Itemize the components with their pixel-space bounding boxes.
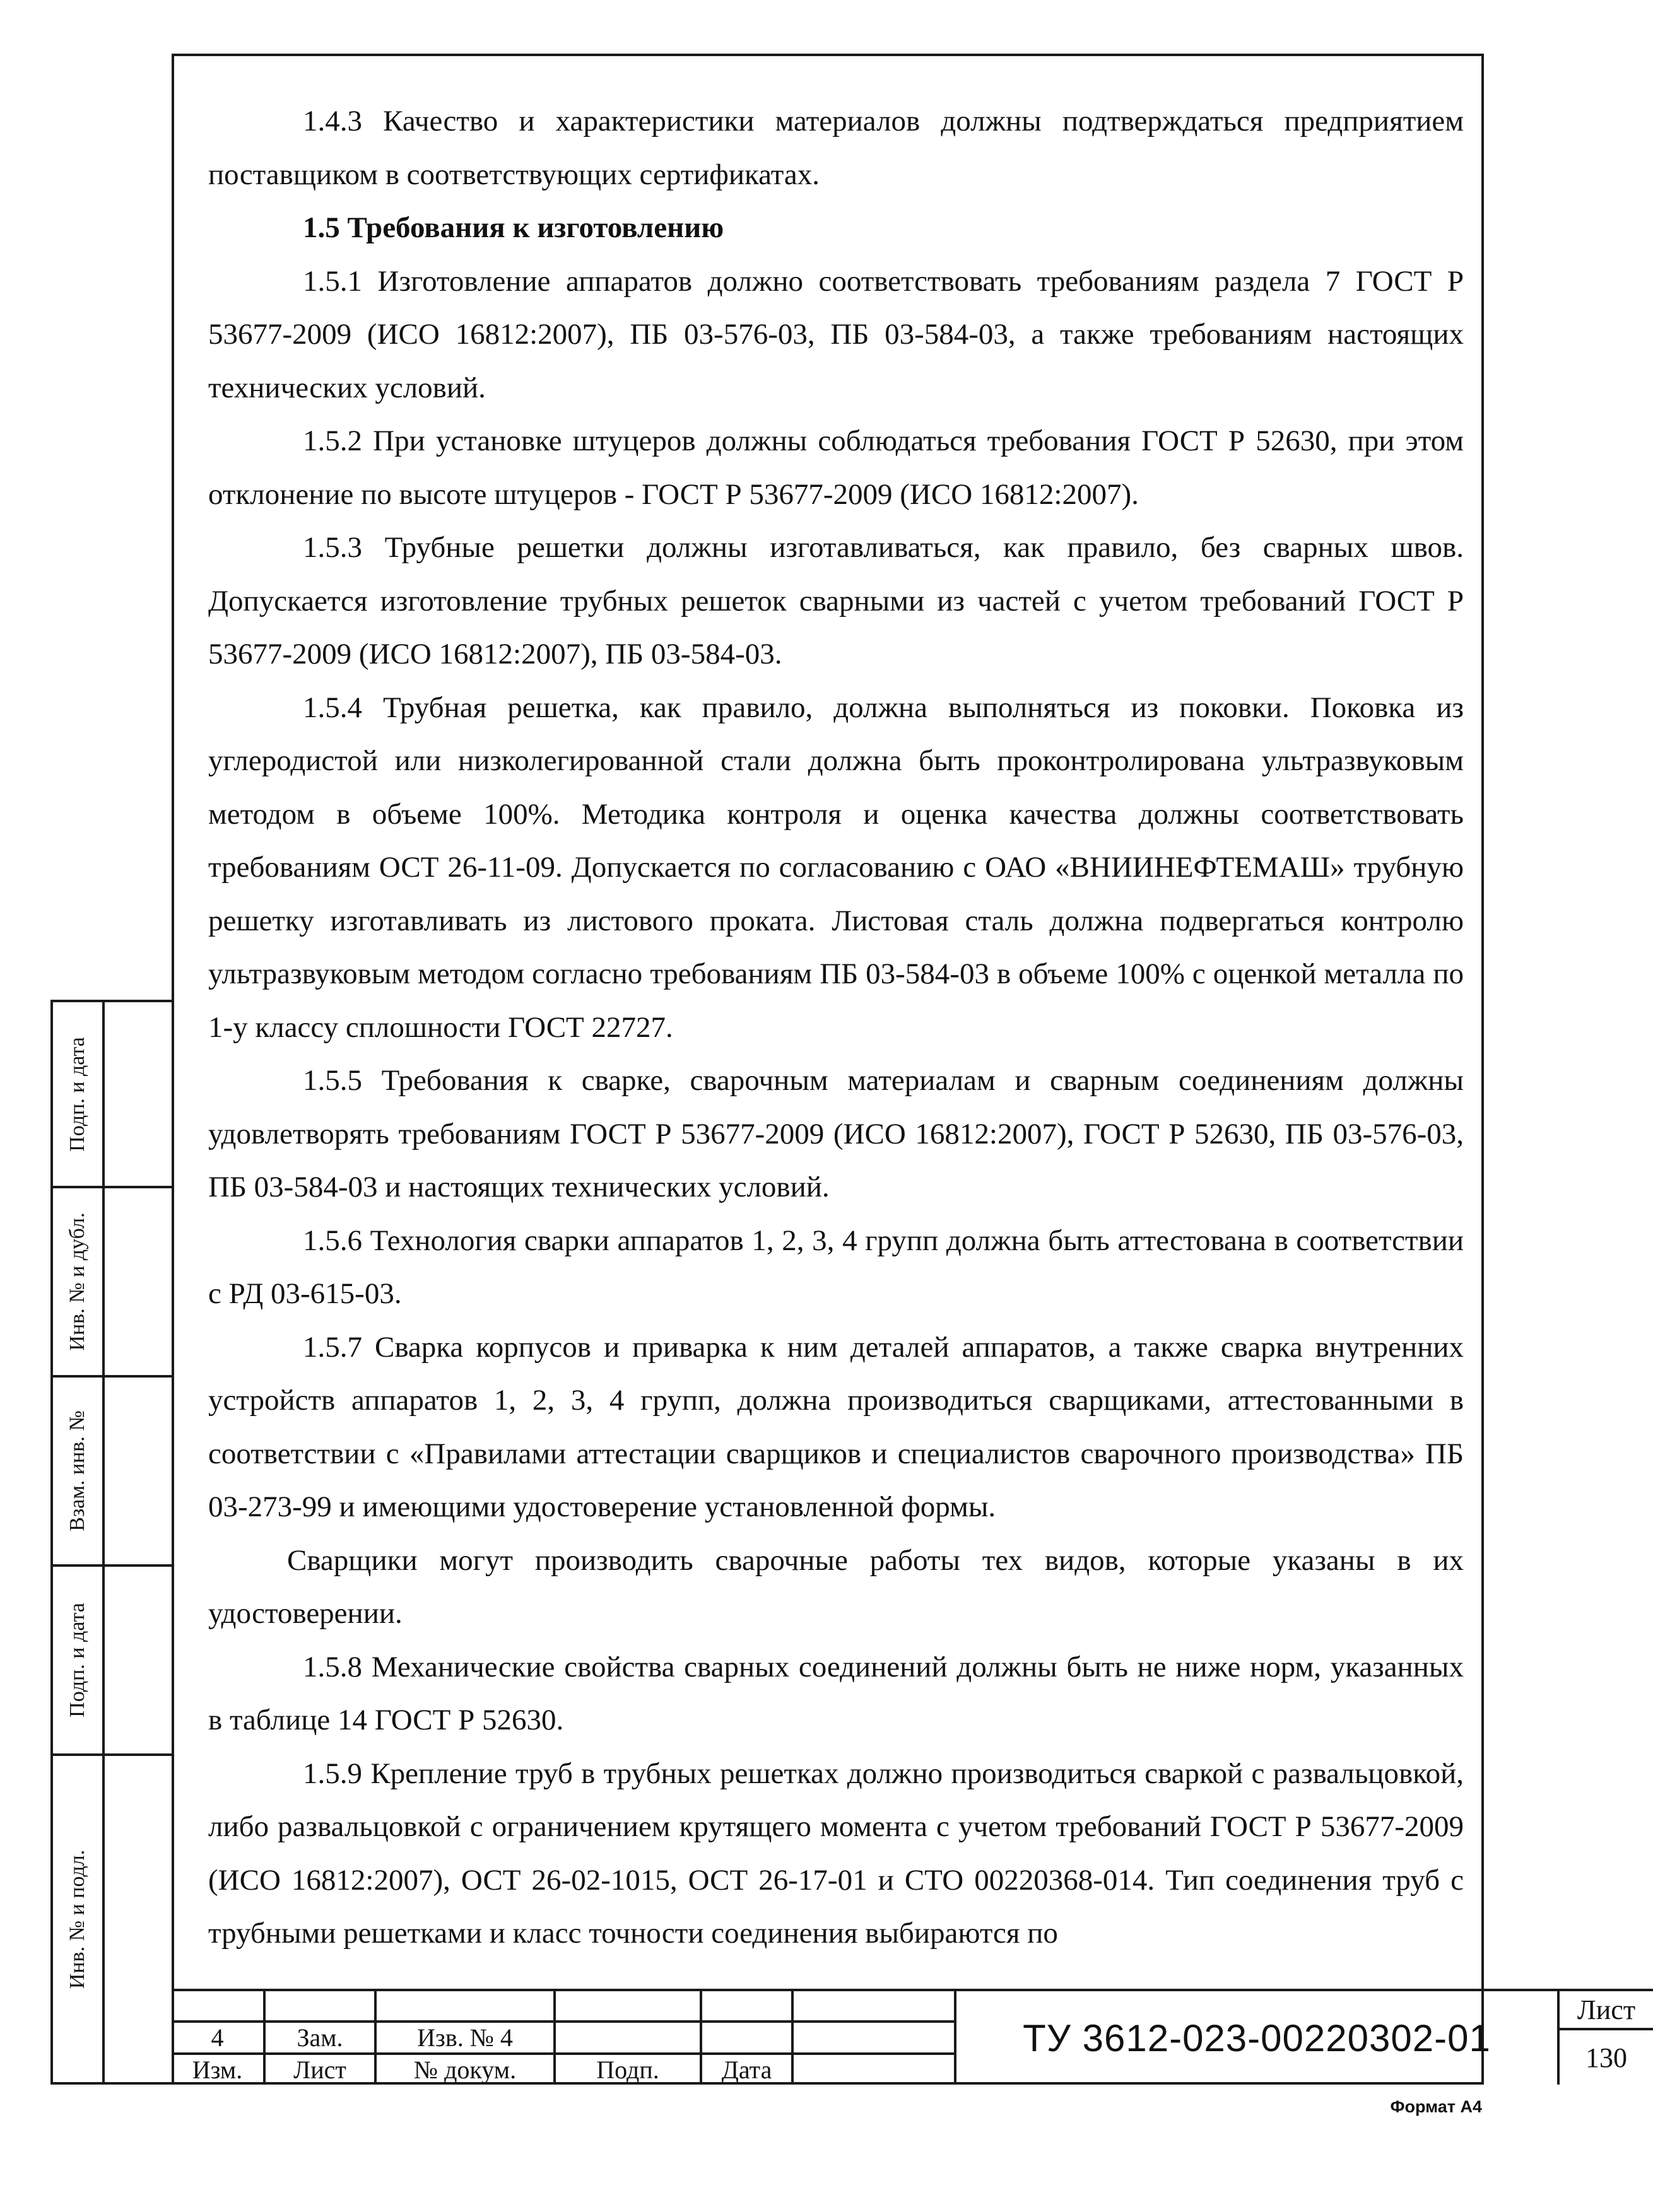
paragraph-1-5-4: 1.5.4 Трубная решетка, как правило, должна выполняться из поковки. Поковка из углеродистой или низколегированной стали должна быть проконтролирована ультразвуковым методом в объеме 100%. Методика контроля и оценка качества должны соответствовать требованиям ОСТ 26-11-09. Допускается по согласованию с ОАО «ВНИИНЕФТЕМАШ» трубную решетку изготавливать из листового проката. Листовая сталь должна подвергаться контролю ультразвуковым методом согласно требованиям ПБ 03-584-03 в объеме 100% с оценкой металла по 1-у классу сплошности ГОСТ 22727. [208, 691, 1464, 1044]
tb-change-dokum: Изв. № 4 [374, 2020, 553, 2052]
tb-change-extra [791, 2020, 954, 2052]
side-cell-signature-date-bottom [53, 1567, 173, 1756]
tb-header-data: Дата [700, 2052, 791, 2085]
paragraph-1-5-7: 1.5.7 Сварка корпусов и приварка к ним деталей аппаратов, а также сварка внутренних устройств аппаратов 1, 2, 3, 4 групп, должна производиться сварщиками, аттестованными в соответствии с «Правилами аттестации сварщиков и специалистов сварочного производства» ПБ 03-273-99 и имеющими удостоверение установленной формы. [208, 1330, 1464, 1523]
paragraph-1-5-5: 1.5.5 Требования к сварке, сварочным материалам и сварным соединениям должны удовлетворять требованиям ГОСТ Р 53677-2009 (ИСО 16812:2007), ГОСТ Р 52630, ПБ 03-576-03, ПБ 03-584-03 и настоящих технических условий. [208, 1064, 1464, 1203]
tb-change-data [700, 2020, 791, 2052]
paragraph-1-5-6: 1.5.6 Технология сварки аппаратов 1, 2, 3, 4 групп должна быть аттестована в соответствии с РД 03-615-03. [208, 1224, 1464, 1310]
title-block [172, 1989, 1636, 2085]
tb-header-extra [791, 2052, 954, 2085]
document-code: ТУ 3612-023-00220302-01 [954, 1989, 1557, 2085]
paragraph-1-5-8: 1.5.8 Механические свойства сварных соединений должны быть не ниже норм, указанных в таблице 14 ГОСТ Р 52630. [208, 1650, 1464, 1736]
section-heading-1-5: 1.5 Требования к изготовлению [303, 211, 724, 244]
side-label: Подп. и дата [66, 1603, 89, 1718]
tb-header-izm: Изм. [172, 2052, 263, 2085]
paragraph-1-5-9: 1.5.9 Крепление труб в трубных решетках должно производиться сваркой с развальцовкой, либо развальцовкой с ограничением крутящего момента с учетом требований ГОСТ Р 53677-2009 (ИСО 16812:2007), ОСТ 26-02-1015, ОСТ 26-17-01 и СТО 00220368-014. Тип соединения труб с трубными решетками и класс точности соединения выбираются по [208, 1757, 1464, 1950]
sheet-number: 130 [1557, 2028, 1653, 2085]
side-label: Взам. инв. № [66, 1410, 89, 1531]
side-cell-inv-podl [53, 1756, 173, 2082]
tb-header-podp: Подп. [553, 2052, 700, 2085]
tb-empty-izm [172, 1989, 263, 2020]
side-label: Подп. и дата [66, 1036, 89, 1152]
tb-change-podp [553, 2020, 700, 2052]
tb-empty-data [700, 1989, 791, 2020]
tb-empty-list [263, 1989, 374, 2020]
tb-header-dokum: № докум. [374, 2052, 553, 2085]
paragraph-1-5-2: 1.5.2 При установке штуцеров должны соблюдаться требования ГОСТ Р 52630, при этом отклонение по высоте штуцеров - ГОСТ Р 53677-2009 (ИСО 16812:2007). [208, 424, 1464, 511]
document-body [208, 95, 1464, 1960]
tb-change-izm: 4 [172, 2020, 263, 2052]
side-cell-vzam-inv [53, 1378, 173, 1567]
side-cell-signature-date-top [53, 1002, 173, 1188]
tb-header-list: Лист [263, 2052, 374, 2085]
format-label: Формат А4 [1390, 2097, 1482, 2116]
tb-empty-extra [791, 1989, 954, 2020]
side-label: Инв. № и дубл. [66, 1212, 89, 1351]
paragraph-1-4-3: 1.4.3 Качество и характеристики материалов должны подтверждаться предприятием поставщиком в соответствующих сертификатах. [208, 105, 1464, 191]
paragraph-welders: Сварщики могут производить сварочные работы тех видов, которые указаны в их удостоверении. [208, 1543, 1464, 1630]
tb-empty-podp [553, 1989, 700, 2020]
tb-empty-dokum [374, 1989, 553, 2020]
sheet-label: Лист [1557, 1989, 1653, 2028]
paragraph-1-5-3: 1.5.3 Трубные решетки должны изготавливаться, как правило, без сварных швов. Допускается изготовление трубных решеток сварными из частей с учетом требований ГОСТ Р 53677-2009 (ИСО 16812:2007), ПБ 03-584-03. [208, 531, 1464, 670]
side-stamp [50, 1000, 173, 2085]
paragraph-1-5-1: 1.5.1 Изготовление аппаратов должно соответствовать требованиям раздела 7 ГОСТ Р 53677-2009 (ИСО 16812:2007), ПБ 03-576-03, ПБ 03-584-03, а также требованиям настоящих технических условий. [208, 264, 1464, 404]
tb-change-list: Зам. [263, 2020, 374, 2052]
side-label: Инв. № и подл. [66, 1849, 89, 1989]
side-cell-inv-dubl [53, 1188, 173, 1378]
